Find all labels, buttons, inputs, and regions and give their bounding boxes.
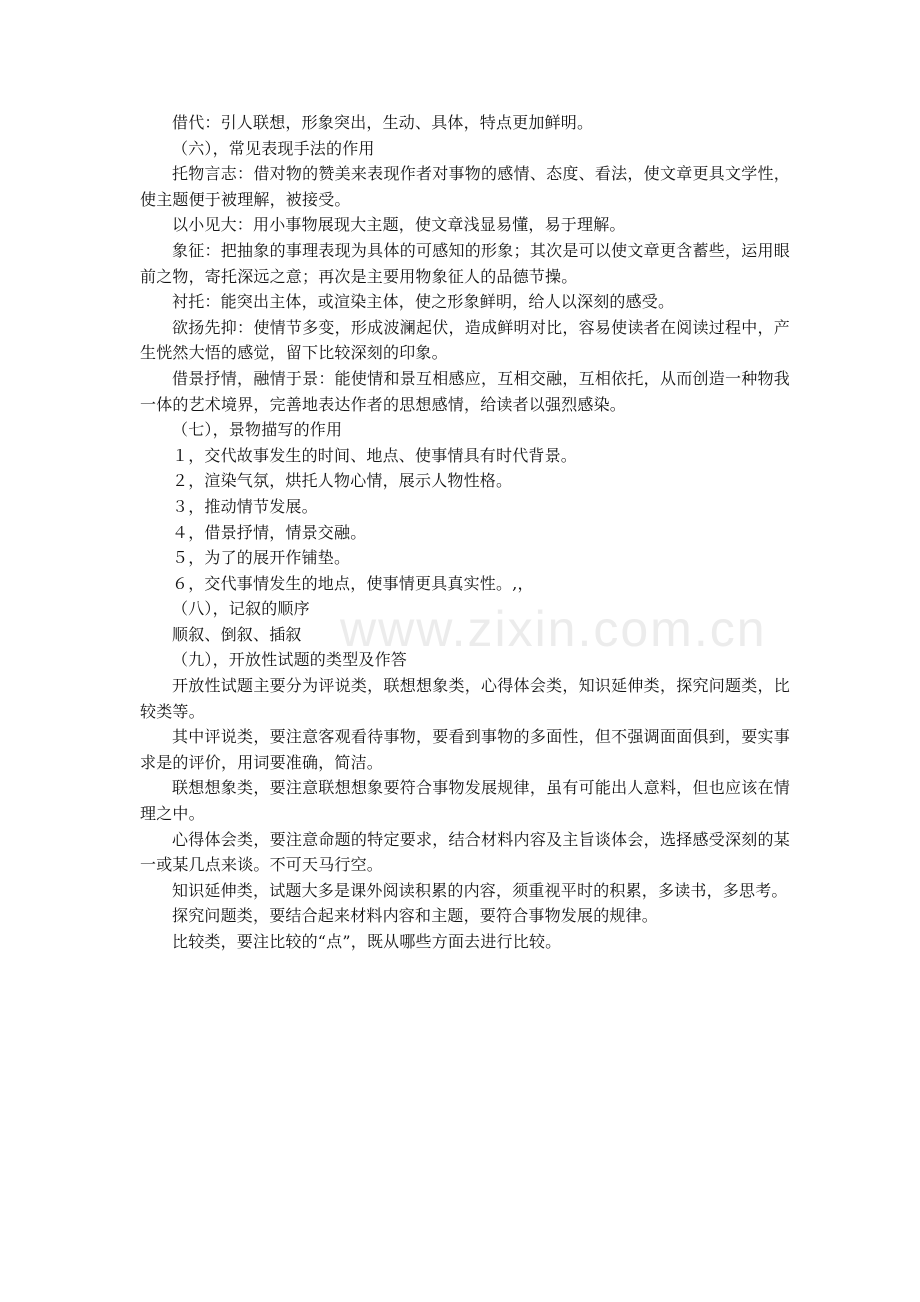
paragraph-narrative-order: 顺叙、倒叙、插叙	[172, 624, 302, 644]
paragraph-zhishi-yanshen: 知识延伸类，试题大多是课外阅读积累的内容，须重视平时的积累，多读书，多思考。	[172, 880, 788, 900]
paragraph-jiedai: 借代：引人联想，形象突出，生动、具体，特点更加鲜明。	[172, 113, 594, 132]
paragraph-bijiao: 比较类，要注比较的“点”，既从哪些方面去进行比较。	[172, 932, 562, 951]
heading-section-9: （九），开放性试题的类型及作答	[172, 650, 408, 670]
list-item-4: ４，借景抒情，情景交融。	[172, 522, 367, 542]
heading-section-7: （七），景物描写的作用	[172, 420, 343, 440]
list-item-2: ２，渲染气氛，烘托人物心情，展示人物性格。	[172, 471, 513, 491]
paragraph-yixiao-jianda: 以小见大：用小事物展现大主题，使文章浅显易懂，易于理解。	[172, 215, 626, 235]
list-item-3: ３，推动情节发展。	[172, 496, 318, 516]
paragraph-tuowu-yanzhi: 托物言志：借对物的赞美来表现作者对事物的感情、态度、看法，使文章更具文学性，使主题便于被理解，被接受。	[140, 164, 790, 209]
list-item-5: ５，为了的展开作铺垫。	[172, 548, 351, 568]
document-body	[140, 110, 790, 955]
list-item-6: ６，交代事情发生的地点，使事情更具真实性。,，	[172, 573, 534, 593]
paragraph-pingshuo: 其中评说类，要注意客观看待事物，要看到事物的多面性，但不强调面面俱到，要实事求是的评价，用词要准确，简洁。	[140, 727, 790, 772]
paragraph-jiejing-shuqing: 借景抒情，融情于景：能使情和景互相感应，互相交融，互相依托，从而创造一种物我一体的艺术境界，完善地表达作者的思想感情，给读者以强烈感染。	[140, 368, 790, 414]
list-item-1: １，交代故事发生的时间、地点、使事情具有时代背景。	[172, 445, 578, 465]
paragraph-chentuo: 衬托：能突出主体，或渲染主体，使之形象鲜明，给人以深刻的感受。	[172, 292, 675, 312]
paragraph-lianxiang: 联想想象类，要注意联想想象要符合事物发展规律，虽有可能出人意料，但也应该在情理之中。	[140, 778, 790, 824]
paragraph-tanjiu: 探究问题类，要结合起来材料内容和主题，要符合事物发展的规律。	[172, 906, 659, 926]
paragraph-yuyang-xianyi: 欲扬先抑：使情节多变，形成波澜起伏，造成鲜明对比，容易使读者在阅读过程中，产生恍然大悟的感觉，留下比较深刻的印象。	[140, 317, 790, 363]
paragraph-open-question-types: 开放性试题主要分为评说类，联想想象类，心得体会类，知识延伸类，探究问题类，比较类等。	[140, 676, 790, 721]
watermark: www.zixin.com.cn	[340, 601, 767, 657]
paragraph-xiangzheng: 象征：把抽象的事理表现为具体的可感知的形象；其次是可以使文章更含蓄些，运用眼前之物，寄托深远之意；再次是主要用物象征人的品德节操。	[140, 240, 790, 286]
heading-section-6: （六），常见表现手法的作用	[172, 138, 375, 158]
heading-section-8: （八），记叙的顺序	[172, 599, 310, 619]
paragraph-xinde: 心得体会类，要注意命题的特定要求，结合材料内容及主旨谈体会，选择感受深刻的某一或某几点来谈。不可天马行空。	[140, 829, 790, 875]
